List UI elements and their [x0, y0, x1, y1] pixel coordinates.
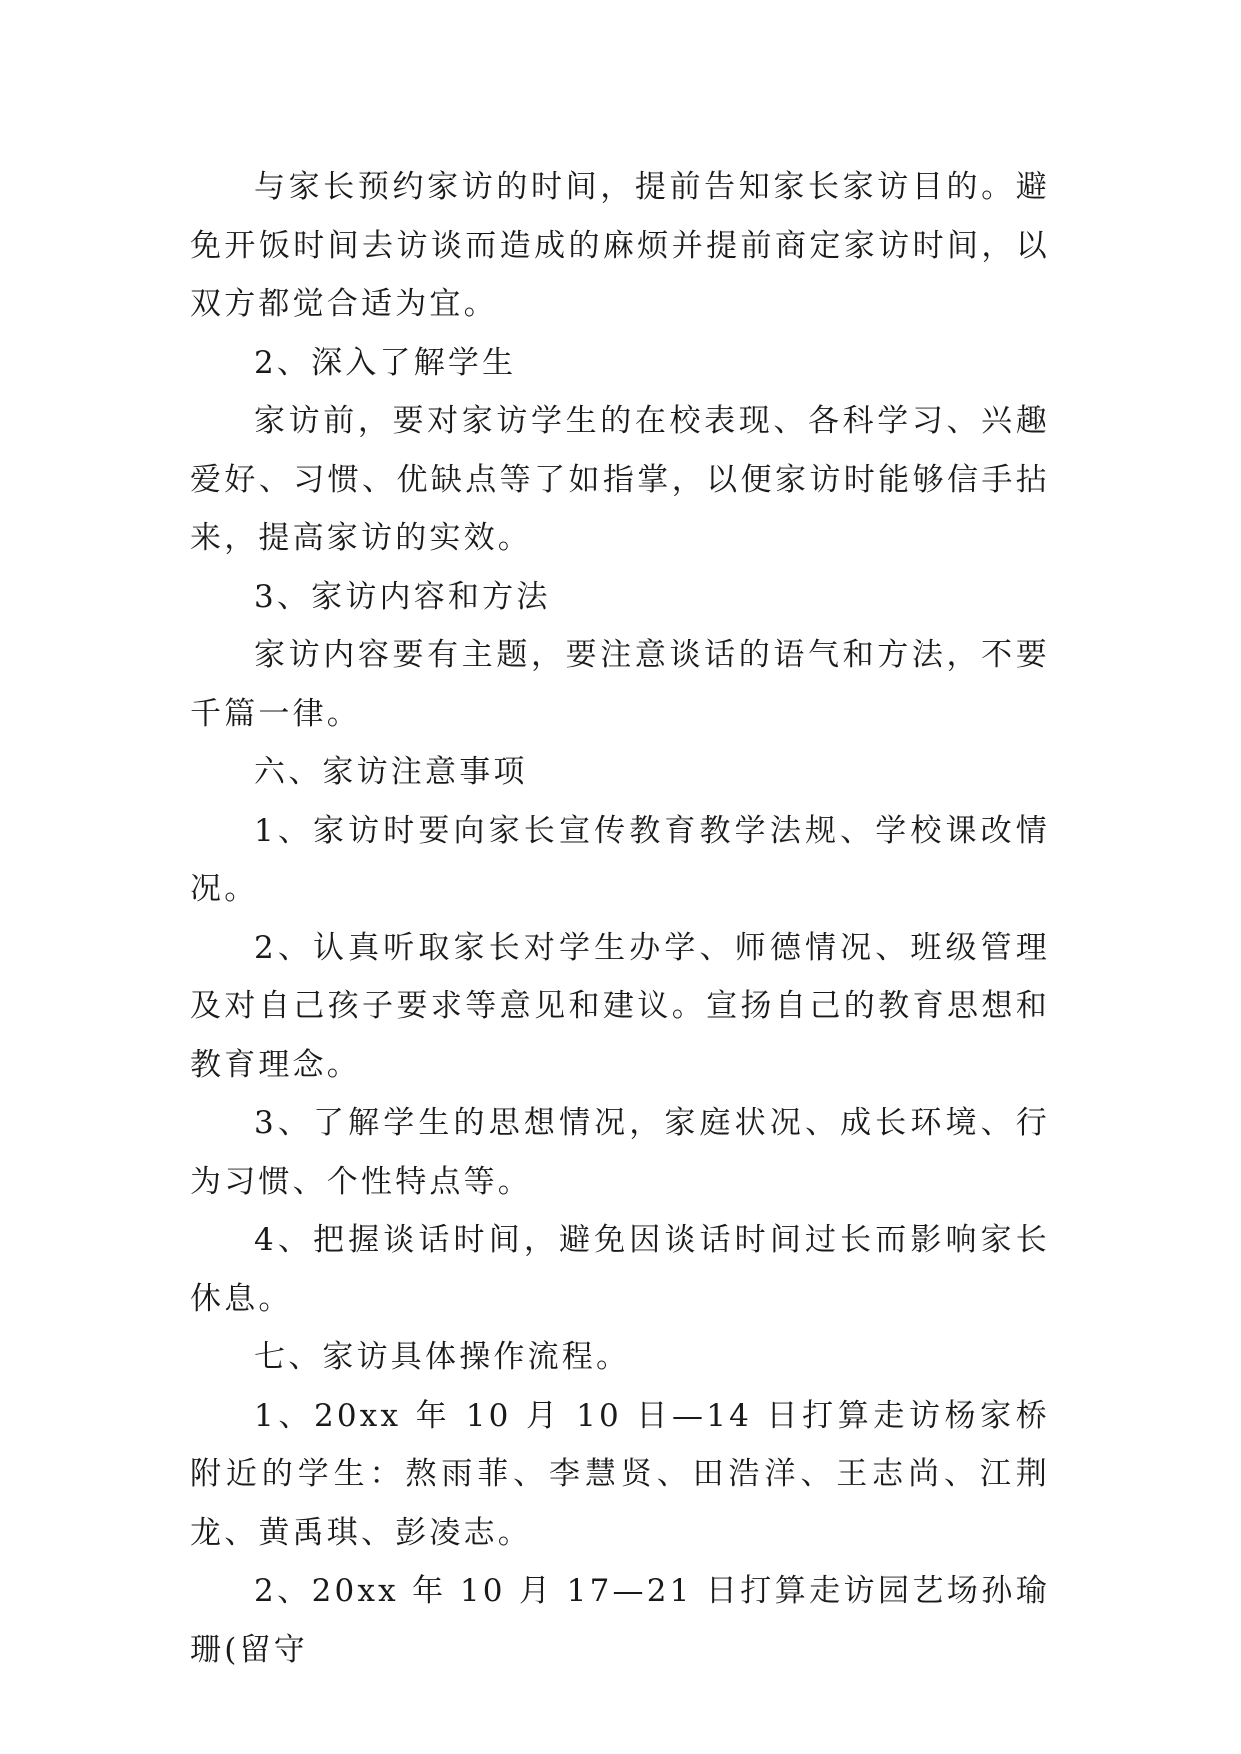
paragraph-precaution-4: 4、把握谈话时间，避免因谈话时间过长而影响家长休息。 — [190, 1222, 1050, 1317]
paragraph-procedure-1: 1、20xx 年 10 月 10 日—14 日打算走访杨家桥附近的学生：熬雨菲、李慧贤、田浩洋、王志尚、江荆龙、黄禹琪、彭凌志。 — [190, 1397, 1050, 1551]
paragraph-procedure-2: 2、20xx 年 10 月 17—21 日打算走访园艺场孙瑜珊(留守 — [190, 1573, 1050, 1668]
paragraph-before-visit: 家访前，要对家访学生的在校表现、各科学习、兴趣爱好、习惯、优缺点等了如指掌，以便家访时能够信手拈来，提高家访的实效。 — [190, 403, 1050, 556]
paragraph-precaution-2: 2、认真听取家长对学生办学、师德情况、班级管理及对自己孩子要求等意见和建议。宣扬自己的教育思想和教育理念。 — [190, 929, 1050, 1083]
paragraph-content-method: 家访内容要有主题，要注意谈话的语气和方法，不要千篇一律。 — [190, 637, 1050, 732]
heading-procedure: 七、家访具体操作流程。 — [254, 1339, 631, 1375]
heading-understand-students: 2、深入了解学生 — [254, 344, 517, 381]
document-body — [190, 158, 1050, 1679]
paragraph-precaution-3: 3、了解学生的思想情况，家庭状况、成长环境、行为习惯、个性特点等。 — [190, 1105, 1050, 1200]
heading-content-method: 3、家访内容和方法 — [254, 578, 551, 615]
paragraph-precaution-1: 1、家访时要向家长宣传教育教学法规、学校课改情况。 — [190, 812, 1050, 907]
paragraph-appointment: 与家长预约家访的时间，提前告知家长家访目的。避免开饭时间去访谈而造成的麻烦并提前商定家访时间，以双方都觉合适为宜。 — [190, 169, 1050, 322]
heading-precautions: 六、家访注意事项 — [254, 754, 528, 790]
